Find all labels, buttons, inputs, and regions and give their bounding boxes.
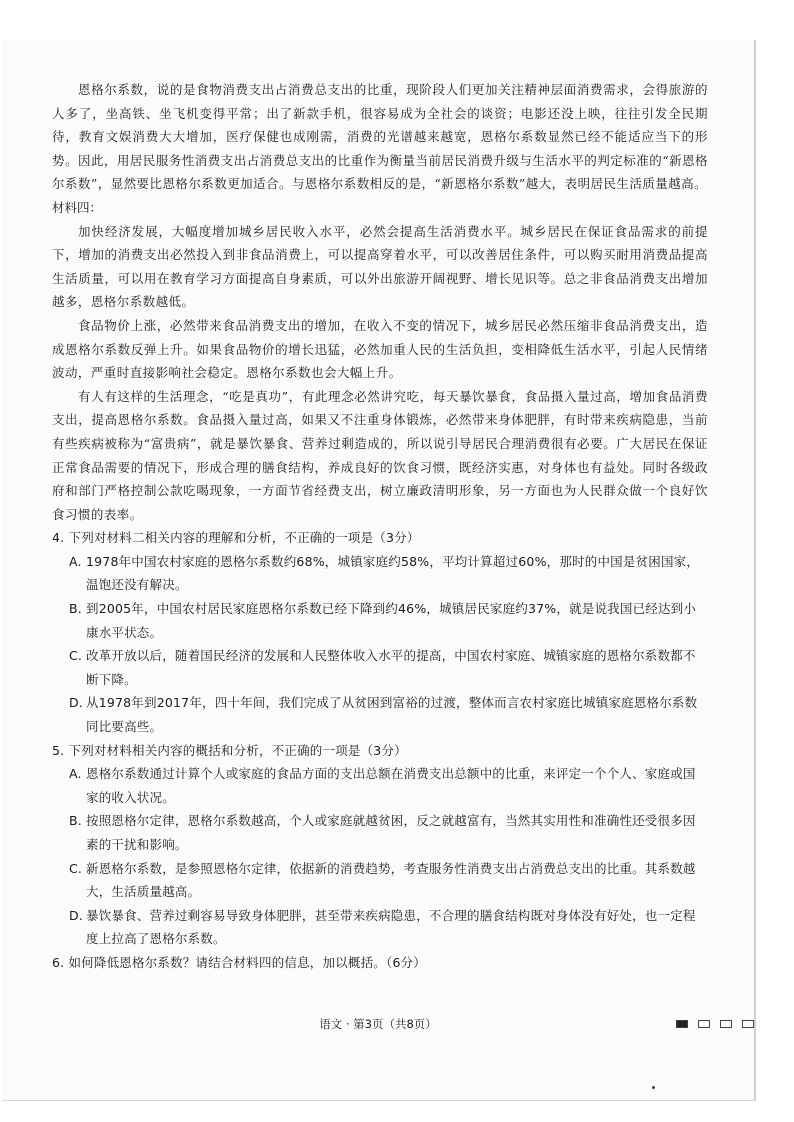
material-paragraph: 有人有这样的生活理念，“吃是真功”，有此理念必然讲究吃，每天暴饮暴食，食品摄入量过高，增加食品消费支出，提高恩格尔系数。食品摄入量过高，如果又不注重身体锻炼，必然带来身体肥胖，有时带来疾病隐患，当前有些疾病被称为“富贵病”，就是暴饮暴食、营养过剩造成的，所以说引导居民合理消费很有必要。广大居民在保证正常食品需要的情况下，形成合理的膳食结构，养成良好的饮食习惯，既经济实惠，对身体也有益处。同时各级政府和部门严格控制公款吃喝现象，一方面节省经费支出，树立廉政清明形象，另一方面也为人民群众做一个良好饮食习惯的表率。 <box>52 388 708 522</box>
page-indicator-square-filled <box>676 1020 688 1028</box>
option-letter: D. <box>69 695 83 711</box>
page-content <box>52 78 708 975</box>
option-text: 从1978年到2017年，四十年间，我们完成了从贫困到富裕的过渡，整体而言农村家庭比城镇家庭恩格尔系数同比要高些。 <box>86 695 698 735</box>
option-b <box>52 809 708 856</box>
option-letter: A. <box>69 766 82 782</box>
option-letter: C. <box>69 648 83 664</box>
exam-page <box>2 40 756 1101</box>
option-letter: C. <box>69 860 83 876</box>
option-d <box>52 904 708 951</box>
page-footer: 语文 · 第3页（共8页） <box>319 1017 437 1031</box>
material-paragraph: 食品物价上涨，必然带来食品消费支出的增加，在收入不变的情况下，城乡居民必然压缩非食品消费支出，造成恩格尔系数反弹上升。如果食品物价的增长迅猛，必然加重人民的生活负担，变相降低生活水平，引起人民情绪波动，严重时直接影响社会稳定。恩格尔系数也会大幅上升。 <box>52 317 708 381</box>
option-a <box>52 762 708 809</box>
page-indicator-square <box>742 1020 754 1028</box>
question-stem: 5. 下列对材料相关内容的概括和分析，不正确的一项是（3分） <box>52 742 407 758</box>
option-text: 按照恩格尔定律，恩格尔系数越高，个人或家庭就越贫困，反之就越富有，当然其实用性和准确性还受很多因素的干扰和影响。 <box>86 813 696 852</box>
question-stem: 6. 如何降低恩格尔系数？请结合材料四的信息，加以概括。（6分） <box>52 954 427 970</box>
option-c <box>52 644 708 691</box>
option-text: 新恩格尔系数，是参照恩格尔定律，依据新的消费趋势，考查服务性消费支出占消费总支出的比重。其系数越大，生活质量越高。 <box>86 860 696 900</box>
material-four-label: 材料四： <box>52 199 103 215</box>
option-letter: A. <box>69 553 82 569</box>
option-text: 暴饮暴食、营养过剩容易导致身体肥胖，甚至带来疾病隐患，不合理的膳食结构既对身体没有好处，也一定程度上拉高了恩格尔系数。 <box>86 907 696 947</box>
question-stem: 4. 下列对材料二相关内容的理解和分析，不正确的一项是（3分） <box>52 530 420 546</box>
question-5 <box>52 739 708 951</box>
option-text: 到2005年，中国农村居民家庭恩格尔系数已经下降到约46%，城镇居民家庭约37%，就是说我国已经达到小康水平状态。 <box>86 601 697 640</box>
option-b <box>52 597 708 644</box>
option-text: 1978年中国农村家庭的恩格尔系数约68%，城镇家庭约58%，平均计算超过60%，那时的中国是贫困国家，温饱还没有解决。 <box>86 553 700 593</box>
option-d <box>52 691 708 738</box>
scan-speck <box>652 1086 655 1089</box>
option-c <box>52 857 708 904</box>
question-6 <box>52 951 708 975</box>
question-4 <box>52 526 708 738</box>
paragraph-engel-intro: 恩格尔系数，说的是食物消费支出占消费总支出的比重，现阶段人们更加关注精神层面消费需求，会得旅游的人多了，坐高铁、坐飞机变得平常；出了新款手机，很容易成为全社会的谈资；电影还没上映，往往引发全民期待，教育文娱消费大大增加，医疗保健也成刚需，消费的光谱越来越宽，恩格尔系数显然已经不能适应当下的形势。因此，用居民服务性消费支出占消费总支出的比重作为衡量当前居民消费升级与生活水平的判定标准的“新恩格尔系数”，显然要比恩格尔系数更加适合。与恩格尔系数相反的是，“新恩格尔系数”越大，表明居民生活质量越高。 <box>52 82 708 192</box>
page-indicator <box>676 1020 754 1028</box>
option-letter: D. <box>69 907 83 923</box>
page-indicator-square <box>698 1020 710 1028</box>
option-text: 改革开放以后，随着国民经济的发展和人民整体收入水平的提高，中国农村家庭、城镇家庭的恩格尔系数都不断下降。 <box>86 648 696 687</box>
option-letter: B. <box>69 813 82 829</box>
option-letter: B. <box>69 601 82 617</box>
page-indicator-square <box>720 1020 732 1028</box>
option-a <box>52 550 708 597</box>
material-paragraph: 加快经济发展，大幅度增加城乡居民收入水平，必然会提高生活消费水平。城乡居民在保证食品需求的前提下，增加的消费支出必然投入到非食品消费上，可以提高穿着水平，可以改善居住条件，可以购买耐用消费品提高生活质量，可以用在教育学习方面提高自身素质，可以外出旅游开阔视野、增长见识等。总之非食品消费支出增加越多，恩格尔系数越低。 <box>52 223 708 310</box>
option-text: 恩格尔系数通过计算个人或家庭的食品方面的支出总额在消费支出总额中的比重，来评定一个个人、家庭或国家的收入状况。 <box>86 766 696 805</box>
